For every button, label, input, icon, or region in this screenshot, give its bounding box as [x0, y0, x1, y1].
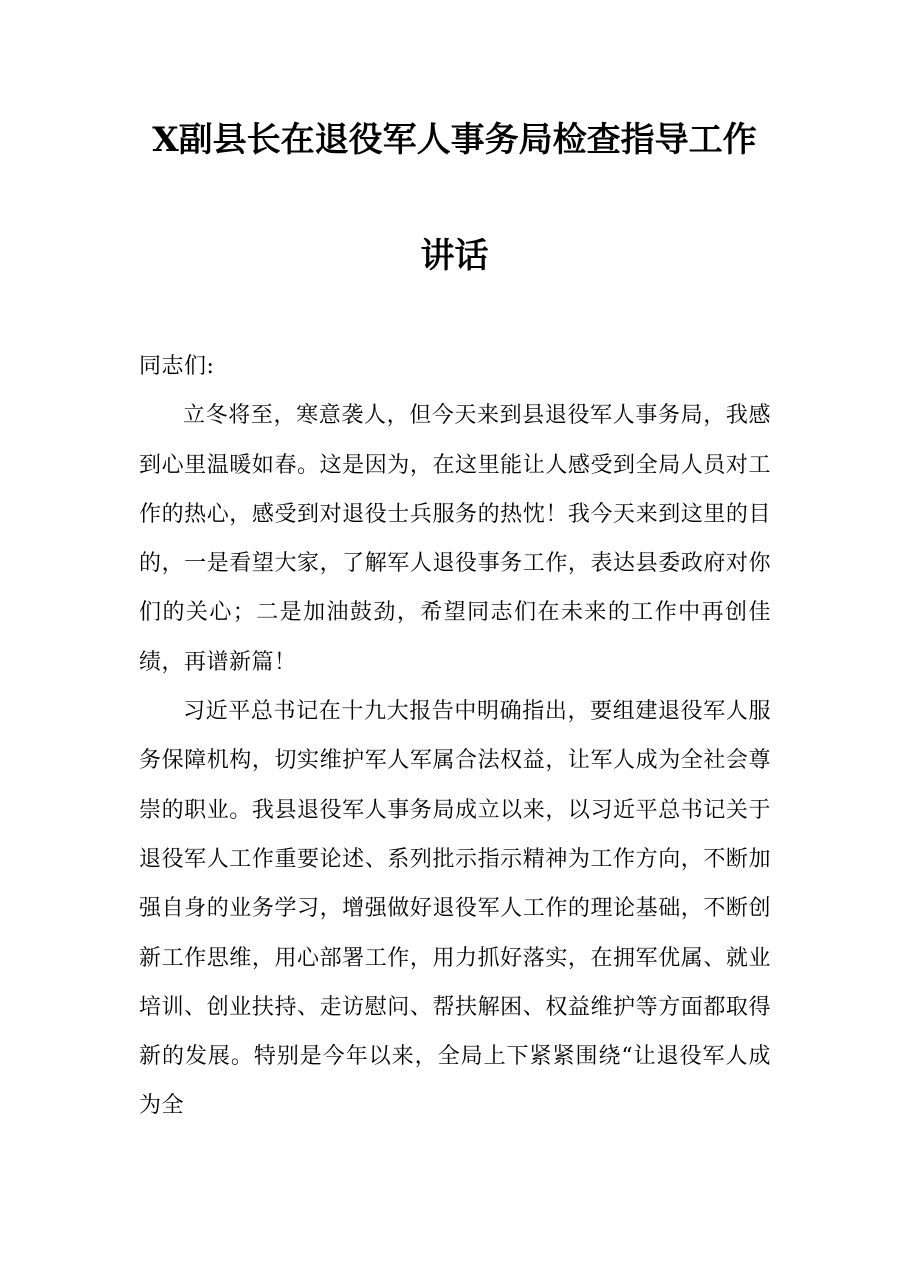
document-title-line-2: 讲话 [420, 236, 489, 276]
paragraph-1: 立冬将至，寒意袭人，但今天来到县退役军人事务局，我感到心里温暖如春。这是因为，在这里能让人感受到全局人员对工作的热心，感受到对退役士兵服务的热忱！我今天来到这里的目的，一是看望大家，了解军人退役事务工作，表达县委政府对你们的关心；二是加油鼓劲，希望同志们在未来的工作中再创佳绩，再谱新篇！ [139, 403, 771, 675]
paragraph-2: 习近平总书记在十九大报告中明确指出，要组建退役军人服务保障机构，切实维护军人军属合法权益，让军人成为全社会尊崇的职业。我县退役军人事务局成立以来，以习近平总书记关于退役军人工作重要论述、系列批示指示精神为工作方向，不断加强自身的业务学习，增强做好退役军人工作的理论基础，不断创新工作思维，用心部署工作，用力抓好落实，在拥军优属、就业培训、创业扶持、走访慰问、帮扶解困、权益维护等方面都取得新的发展。特别是今年以来，全局上下紧紧围绕“让退役军人成为全 [139, 699, 771, 1119]
salutation: 同志们: [139, 354, 215, 379]
document-body [139, 342, 771, 1131]
document-title-line-1: X副县长在退役军人事务局检查指导工作 [152, 120, 757, 160]
